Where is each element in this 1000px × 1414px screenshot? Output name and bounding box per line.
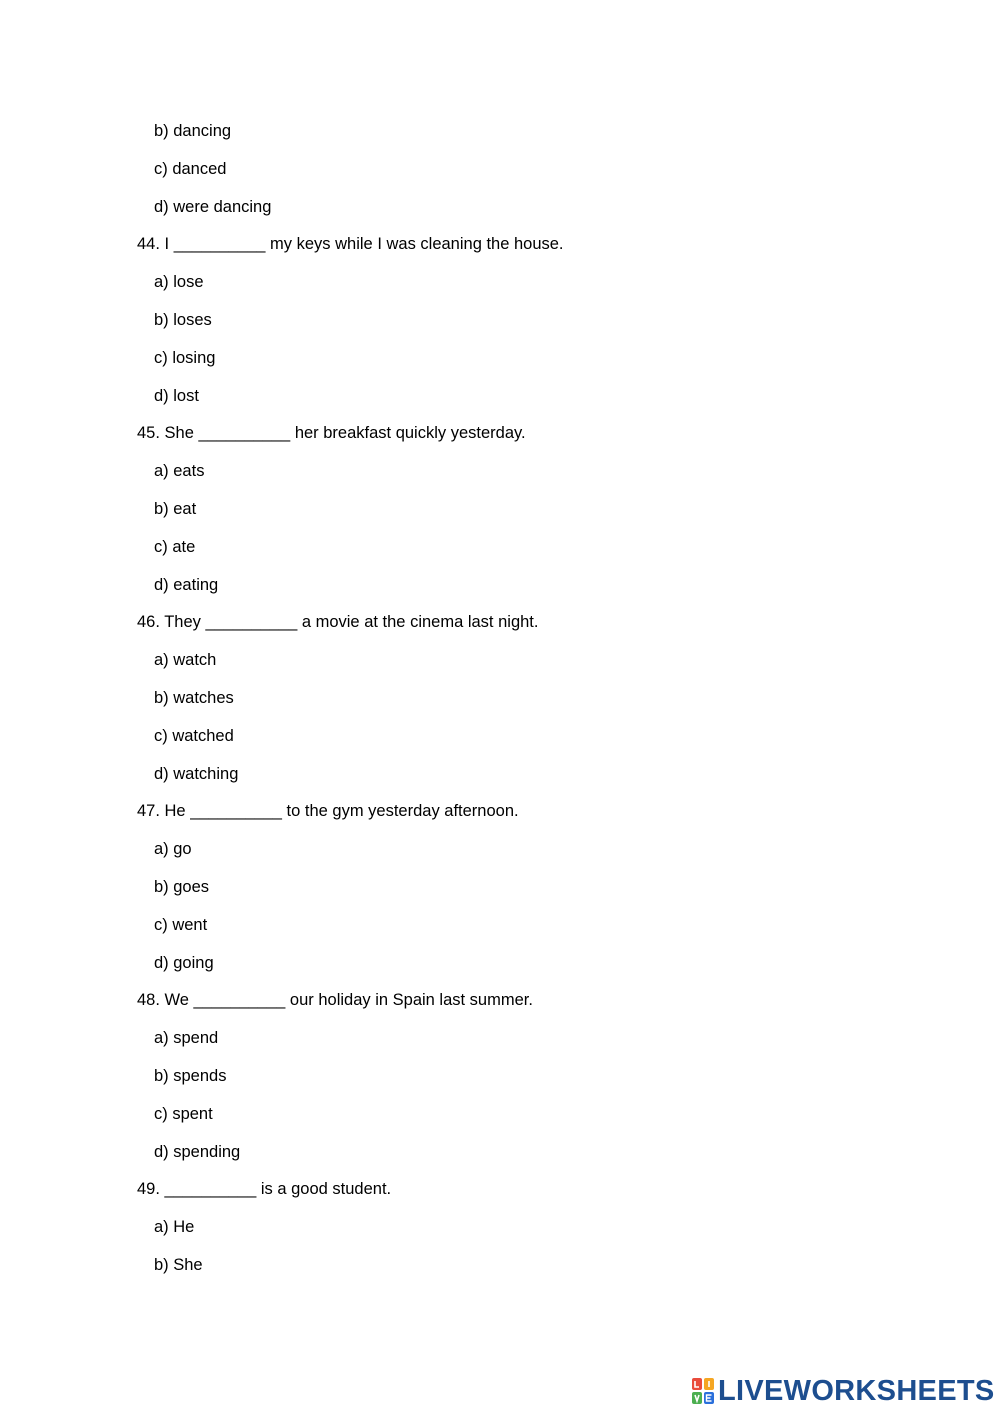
answer-option: d) lost (154, 386, 199, 405)
liveworksheets-logo-icon (692, 1378, 714, 1404)
answer-option: d) spending (154, 1142, 241, 1161)
question-text: 46. They __________ a movie at the cinema last night. (137, 613, 539, 632)
answer-option: d) eating (154, 575, 219, 594)
answer-option: c) ate (154, 537, 196, 556)
question-text: 47. He __________ to the gym yesterday afternoon. (137, 802, 519, 821)
answer-option: b) goes (154, 877, 210, 896)
brand-text: LIVEWORKSHEETS (718, 1375, 995, 1407)
answer-option: b) eat (154, 499, 197, 518)
answer-option: d) going (154, 953, 214, 972)
answer-option: c) went (154, 915, 208, 934)
answer-option: b) spends (154, 1066, 227, 1085)
answer-option: a) lose (154, 273, 204, 292)
answer-option: d) were dancing (154, 197, 272, 216)
answer-option: c) losing (154, 348, 216, 367)
answer-option: c) danced (154, 159, 227, 178)
question-text: 48. We __________ our holiday in Spain last summer. (137, 991, 533, 1010)
answer-option: a) go (154, 840, 192, 859)
answer-option: c) spent (154, 1104, 213, 1123)
answer-option: a) watch (154, 651, 217, 670)
question-text: 44. I __________ my keys while I was cleaning the house. (137, 235, 564, 254)
answer-option: c) watched (154, 726, 234, 745)
answer-option: a) He (154, 1218, 195, 1237)
answer-option: b) She (154, 1255, 203, 1274)
answer-option: a) eats (154, 462, 205, 481)
answer-option: b) dancing (154, 122, 232, 140)
liveworksheets-brand (692, 1374, 995, 1408)
question-text: 45. She __________ her breakfast quickly yesterday. (137, 424, 526, 443)
answer-option: b) watches (154, 688, 234, 707)
answer-option: b) loses (154, 310, 212, 329)
question-text: 49. __________ is a good student. (137, 1180, 392, 1199)
worksheet-content (0, 113, 1000, 1285)
answer-option: d) watching (154, 764, 239, 783)
answer-option: a) spend (154, 1029, 219, 1048)
